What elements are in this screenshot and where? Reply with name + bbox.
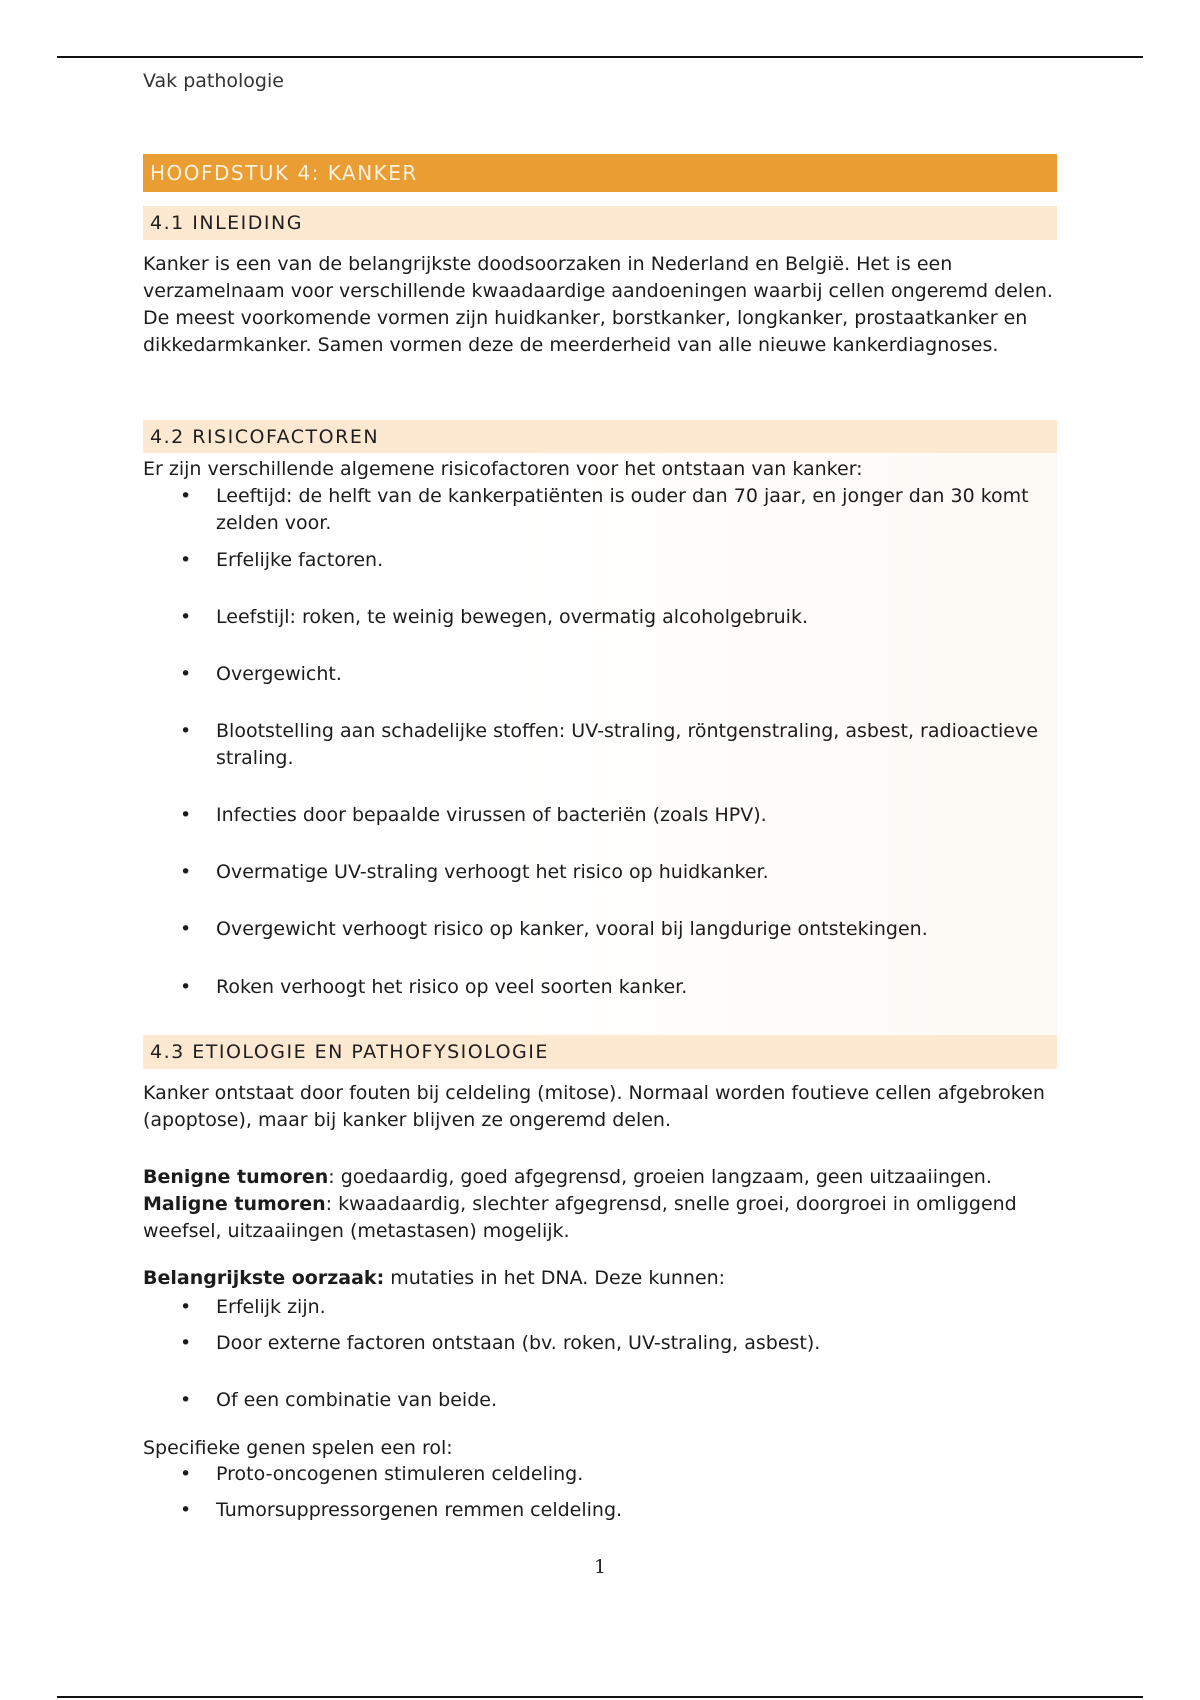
bullet-icon: • — [180, 976, 192, 998]
page-number: 1 — [593, 1556, 607, 1578]
etiology-paragraph: Kanker ontstaat door fouten bij celdeling (mitose). Normaal worden foutieve cellen afgebroken (apoptose), maar bij kanker blijven ze ongeremd delen. — [143, 1082, 1045, 1131]
section-title-4-1: 4.1 INLEIDING — [143, 206, 1057, 240]
bullet-icon: • — [180, 1389, 192, 1411]
bullet-icon: • — [180, 1296, 192, 1318]
genes-intro: Specifieke genen spelen een rol: — [143, 1437, 453, 1459]
section-title-4-3: 4.3 ETIOLOGIE EN PATHOFYSIOLOGIE — [143, 1035, 1057, 1069]
bullet-icon: • — [180, 549, 192, 571]
bullet-icon: • — [180, 1332, 192, 1354]
running-header: Vak pathologie — [143, 70, 284, 92]
chapter-title: HOOFDSTUK 4: KANKER — [143, 154, 1057, 192]
malign-term: Maligne tumoren — [143, 1193, 326, 1215]
bullet-icon: • — [180, 720, 192, 742]
bullet-icon: • — [180, 663, 192, 685]
header-rule — [57, 56, 1143, 58]
malign-text: : kwaadaardig, slechter afgegrensd, snelle groei, doorgroei in omliggend weefsel, uitzaaiingen (metastasen) mogelijk. — [143, 1193, 1017, 1242]
bullet-icon: • — [180, 918, 192, 940]
tumor-definitions — [143, 1164, 1057, 1245]
section-title-4-2: 4.2 RISICOFACTOREN — [143, 420, 1057, 454]
bullet-icon: • — [180, 1499, 192, 1521]
footer-rule — [57, 1696, 1143, 1698]
bullet-icon: • — [180, 861, 192, 883]
benign-text: : goedaardig, goed afgegrensd, groeien langzaam, geen uitzaaiingen. — [328, 1166, 992, 1188]
cause-text: mutaties in het DNA. Deze kunnen: — [384, 1267, 726, 1289]
bullet-icon: • — [180, 1463, 192, 1485]
main-cause — [143, 1265, 1057, 1292]
bullet-icon: • — [180, 606, 192, 628]
risk-factors-intro: Er zijn verschillende algemene risicofactoren voor het ontstaan van kanker: — [143, 458, 863, 480]
benign-term: Benigne tumoren — [143, 1166, 329, 1188]
cause-term: Belangrijkste oorzaak: — [143, 1267, 385, 1289]
intro-paragraph: Kanker is een van de belangrijkste doodsoorzaken in Nederland en België. Het is een verzamelnaam voor verschillende kwaadaardige aandoeningen waarbij cellen ongeremd delen. De meest voorkomende vormen zijn huidkanker, borstkanker, longkanker, prostaatkanker en dikkedarmkanker. Samen vormen deze de meerderheid van alle nieuwe kankerdiagnoses. — [143, 253, 1053, 356]
bullet-icon: • — [180, 485, 192, 507]
bullet-icon: • — [180, 804, 192, 826]
